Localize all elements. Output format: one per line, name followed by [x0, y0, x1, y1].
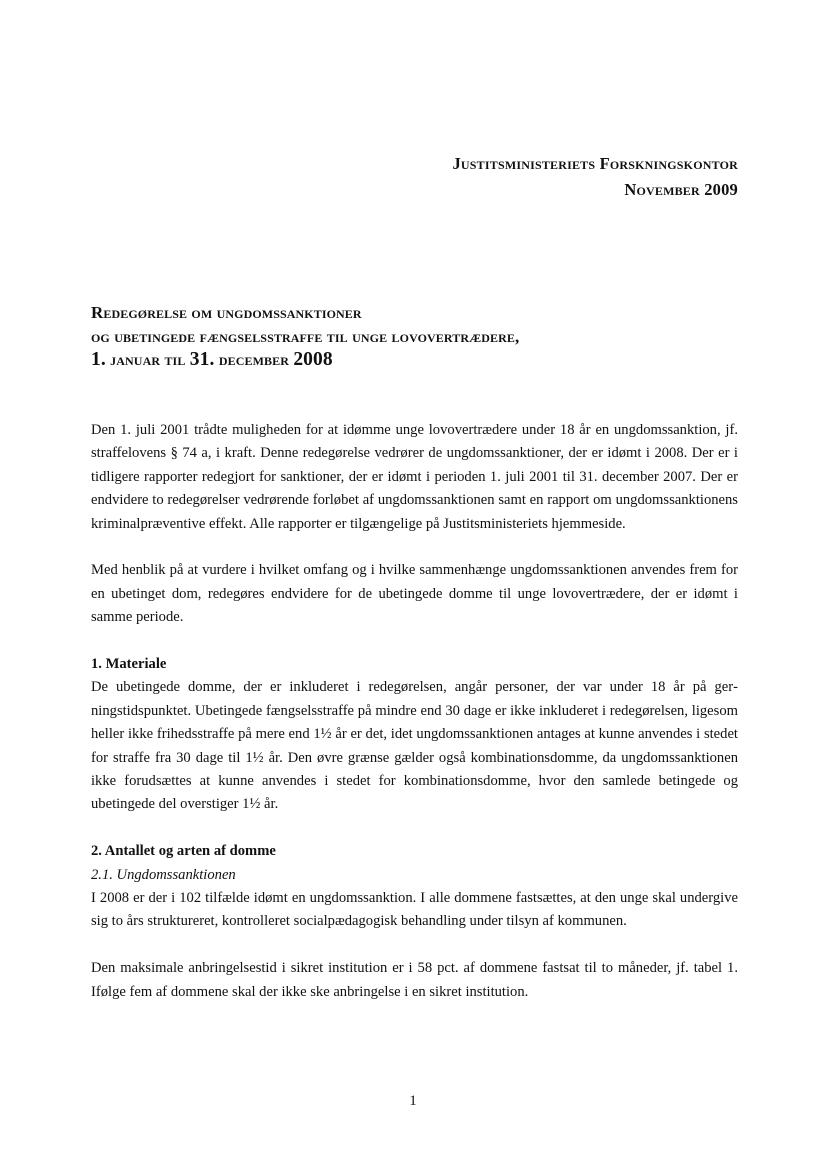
paragraph-gap: [91, 817, 738, 840]
section-1-heading: 1. Materiale: [91, 656, 167, 673]
section-2-heading: 2. Antallet og arten af domme: [91, 843, 276, 860]
section-2-paragraph-2: Den maksimale anbringelsestid i sikret institution er i 58 pct. af dommene fastsat til to måneder, jf. tabel 1. Ifølge fem af dommene skal der ikke ske anbringelse i en sikret institution.: [91, 960, 738, 1000]
intro-paragraph-1: Den 1. juli 2001 trådte muligheden for at idømme unge lovovertrædere under 18 år en ungdomssanktion, jf. straffelovens § 74 a, i kraft. Denne redegørelse vedrører de ungdomssanktioner, der er idømt i 2008. Der er i tidligere rapporter redegjort for sanktioner, der er idømt i perioden 1. juli 2001 til 31. december 2007. Der er endvidere to redegørelser vedrørende forløbet af ungdomssanktionen samt en rapport om ungdomssanktionens kriminalpræventive effekt. Alle rapporter er tilgængelige på Justitsministeriets hjemmeside.: [91, 422, 738, 532]
title-month-end: december: [214, 350, 294, 369]
document-header: [452, 151, 738, 203]
section-1-text: De ubetingede domme, der er inkluderet i redegørelsen, angår personer, der var under 18 år på gerningstidspunktet. Ubetingede fængselsstraffe på mindre end 30 dage er ikke inkluderet i redegørelsen, ligesom heller ikke frihedsstraffe på mere end 1½ år er det, idet ungdomssanktionen antages at kunne anvendes i stedet for straffe fra 30 dage til 1½ år. Den øvre grænse gælder også kombinationsdomme, da ungdomssanktionen ikke forudsættes at kunne anvendes i stedet for kombinationsdomme, hvor den samlede betingede og ubetingede del overstiger 1½ år.: [91, 679, 738, 813]
page-number: 1: [409, 1093, 417, 1109]
section-2-1-subheading: 2.1. Ungdomssanktionen: [91, 866, 236, 883]
title-line-2: og ubetingede fængselsstraffe til unge lovovertrædere,: [91, 326, 520, 346]
paragraph-gap: [91, 630, 738, 653]
title-year: 2008: [293, 349, 333, 370]
document-body: [91, 419, 738, 1004]
header-organization: Justitsministeriets Forskningskontor: [452, 154, 738, 173]
title-line-1: Redegørelse om ungdomssanktioner: [91, 303, 362, 322]
intro-paragraph-2: Med henblik på at vurdere i hvilket omfang og i hvilke sammenhænge ungdomssanktionen anvendes frem for en ubetinget dom, redegøres endvidere for de ubetingede domme til unge lovovertrædere, der er idømt i samme periode.: [91, 562, 738, 626]
paragraph-gap: [91, 934, 738, 957]
title-line-3: [91, 348, 751, 372]
title-day-start: 1.: [91, 349, 106, 370]
section-2-paragraph-1: I 2008 er der i 102 tilfælde idømt en ungdomssanktion. I alle dommene fastsættes, at den unge skal undergive sig to års struktureret, kontrolleret socialpædagogisk behandling under tilsyn af kommunen.: [91, 890, 738, 930]
title-month-start: januar til: [105, 350, 190, 369]
document-title: [91, 301, 751, 372]
header-date: November 2009: [624, 180, 738, 199]
paragraph-gap: [91, 536, 738, 559]
title-day-end: 31.: [189, 349, 215, 370]
